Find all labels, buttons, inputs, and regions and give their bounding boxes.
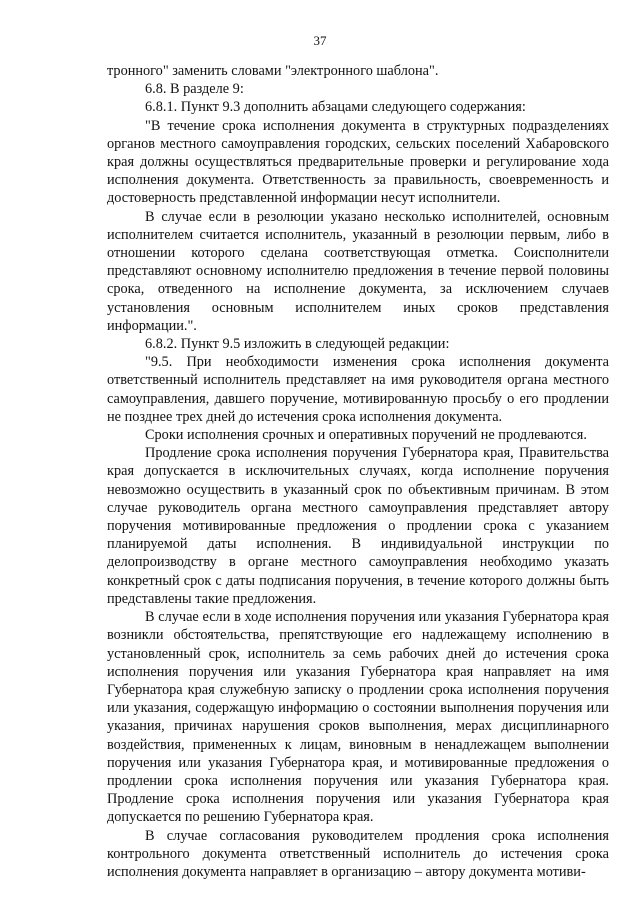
paragraph: "9.5. При необходимости изменения срока исполнения документа ответственный исполнитель представляет на имя руководителя органа местного самоуправления, давшего поручение, мотивированную просьбу о его продлении не позднее трех дней до истечения срока исполнения документа. — [107, 354, 609, 425]
paragraph: 6.8.2. Пункт 9.5 изложить в следующей редакции: — [145, 336, 450, 353]
paragraph: В случае согласования руководителем продления срока исполнения контрольного документа ответственный исполнитель до истечения срока исполнения документа направляет в организацию – автору документа мотиви- — [107, 827, 609, 880]
paragraph: В случае если в резолюции указано несколько исполнителей, основным исполнителем считается исполнитель, указанный в резолюции первым, либо в отношении которого сделана соответствующая отметка. Соисполнители представляют основному исполнителю предложения в течение первой половины срока, отведенного на исполнение документа, за исключением случаев установления основным исполнителем иных сроков представления информации.". — [107, 208, 609, 334]
paragraph: 6.8.1. Пункт 9.3 дополнить абзацами следующего содержания: — [145, 99, 526, 116]
paragraph: "В течение срока исполнения документа в структурных подразделениях органов местного самоуправления городских, сельских поселений Хабаровского края должны осуществляться предварительные проверки и регулирование хода исполнения документа. Ответственность за правильность, своевременность и достоверность представленной информации несут исполнители. — [107, 117, 609, 207]
paragraph: Продление срока исполнения поручения Губернатора края, Правительства края допускается в исключительных случаях, когда исполнение поручения невозможно осуществить в указанный срок по объективным причинам. В этом случае руководитель органа местного самоуправления представляет автору поручения мотивированные предложения о продлении срока с указанием планируемой даты исполнения. В индивидуальной инструкции по делопроизводству в органе местного самоуправления необходимо указать конкретный срок с даты подписания поручения, в течение которого должны быть представлены такие предложения. — [107, 445, 609, 607]
paragraph: Сроки исполнения срочных и оперативных поручений не продлеваются. — [145, 427, 587, 444]
paragraph: В случае если в ходе исполнения поручения или указания Губернатора края возникли обстоятельства, препятствующие его надлежащему исполнению в установленный срок, исполнитель за семь рабочих дней до истечения срока исполнения поручения или указания Губернатора края направляет на имя Губернатора края служебную записку о продлении срока исполнения поручения или указания, содержащую информацию о состоянии выполнения поручения или указания, причинах нарушения сроков выполнения, мерах дисциплинарного воздействия, примененных к лицам, виновным в ненадлежащем выполнении поручения или указания Губернатора края, и мотивированные предложения о продлении срока исполнения поручения или указания Губернатора края. Продление срока исполнения поручения или указания Губернатора края допускается по решению Губернатора края. — [107, 609, 609, 826]
paragraph: 6.8. В разделе 9: — [145, 81, 244, 98]
paragraph: тронного" заменить словами "электронного шаблона". — [107, 63, 439, 79]
page-number: 37 — [313, 33, 327, 48]
document-body — [107, 62, 609, 881]
